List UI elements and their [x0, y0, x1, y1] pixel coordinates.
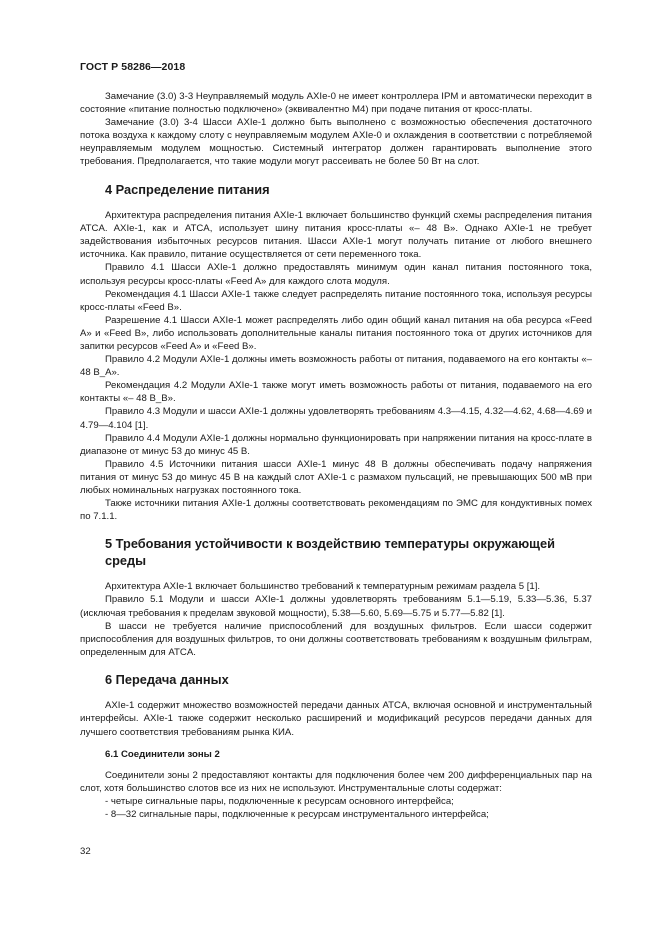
subsection-6-1-paragraph: Соединители зоны 2 предоставляют контакты для подключения более чем 200 дифференциальных пар на слот, хотя большинство слотов все из них не используют. Инструментальные слоты содержат:	[80, 769, 592, 794]
section-4-paragraph: Разрешение 4.1 Шасси AXIe-1 может распределять либо один общий канал питания на оба ресурса «Feed A» и «Feed B», либо использовать дополнительные каналы питания постоянного тока от других источников для запитки ресурсов «Feed A» и «Feed B».	[80, 314, 592, 352]
section-4-paragraph: Правило 4.3 Модули и шасси AXIe-1 должны удовлетворять требованиям 4.3—4.15, 4.32—4.62, 4.68—4.69 и 4.79—4.104 [1].	[80, 406, 592, 431]
page-content	[80, 90, 592, 821]
list-item: - 8—32 сигнальные пары, подключенные к ресурсам инструментального интерфейса;	[105, 808, 489, 820]
section-4-paragraph: Правило 4.1 Шасси AXIe-1 должно предоставлять минимум один канал питания постоянного тока, используя ресурсы кросс-платы «Feed A» для каждого слота модуля.	[80, 262, 592, 287]
section-4-paragraph: Рекомендация 4.2 Модули AXIe-1 также могут иметь возможность работы от питания, подаваемого на его контакты «– 48 B_B».	[80, 380, 592, 405]
section-4-paragraph: Правило 4.2 Модули AXIe-1 должны иметь возможность работы от питания, подаваемого на его контакты «– 48 B_A».	[80, 354, 592, 379]
section-4-paragraph: Правило 4.5 Источники питания шасси AXIe-1 минус 48 В должны обеспечивать подачу напряжения питания от минус 53 до минус 45 В на каждый слот AXIe-1 с размахом пульсаций, не превышающих 500 мВ при любых номинальных нагрузках постоянного тока.	[80, 458, 592, 497]
section-6-paragraph: AXIe-1 содержит множество возможностей передачи данных ATCA, включая основной и инструментальный интерфейсы. AXIe-1 также содержит несколько расширений и модификаций ресурсов передачи данных для лучшего соответствия требованиям рынка КИА.	[80, 700, 592, 738]
page-number: 32	[80, 846, 91, 857]
section-4-heading: 4 Распределение питания	[105, 181, 270, 197]
section-5-heading: 5 Требования устойчивости к воздействию температуры окружающей среды	[105, 536, 555, 568]
intro-paragraph: Замечание (3.0) 3-4 Шасси AXIe-1 должно быть выполнено с возможностью обеспечения достаточного потока воздуха к каждому слоту с неуправляемым модулем AXIe-0 и охлаждения в соответствии с потребляемой неуправляемым модулем мощностью. Системный интегратор должен гарантировать выполнение этого требования. Предполагается, что такие модули могут рассеивать не более 50 Вт на слот.	[80, 117, 592, 168]
section-4-paragraph: Рекомендация 4.1 Шасси AXIe-1 также следует распределять питание постоянного тока, используя ресурсы кросс-платы «Feed B».	[80, 288, 592, 313]
running-header: ГОСТ Р 58286—2018	[80, 61, 186, 73]
subsection-6-1-heading: 6.1 Соединители зоны 2	[105, 748, 220, 760]
section-6-heading: 6 Передача данных	[105, 671, 229, 687]
intro-paragraph: Замечание (3.0) 3-3 Неуправляемый модуль AXIe-0 не имеет контроллера IPM и автоматически переходит в состояние «питание полностью подключено» (эквивалентно M4) при подаче питания от кросс-платы.	[80, 91, 592, 116]
list-item: - четыре сигнальные пары, подключенные к ресурсам основного интерфейса;	[105, 795, 454, 807]
section-5-paragraph: В шасси не требуется наличие приспособлений для воздушных фильтров. Если шасси содержит приспособления для воздушных фильтров, то они должны соответствовать требованиям к воздушным фильтрам, определенным для ATCA.	[80, 620, 592, 658]
section-4-paragraph: Также источники питания AXIe-1 должны соответствовать рекомендациям по ЭМС для кондуктивных помех по 7.1.1.	[80, 498, 592, 523]
section-5-paragraph: Правило 5.1 Модули и шасси AXIe-1 должны удовлетворять требованиям 5.1—5.19, 5.33—5.36, 5.37 (исключая требования к пределам звуковой мощности), 5.38—5.60, 5.69—5.75 и 5.77—5.82 [1].	[80, 594, 592, 619]
section-5-paragraph: Архитектура AXIe-1 включает большинство требований к температурным режимам раздела 5 [1].	[105, 581, 541, 593]
section-4-paragraph: Архитектура распределения питания AXIe-1 включает большинство функций схемы распределения питания ATCA. AXIe-1, как и ATCA, использует шину питания кросс-платы «– 48 В». Однако AXIe-1 не требует задействования избыточных ресурсов питания. Шасси AXIe-1 могут получать питание от любого внешнего источника. Как правило, питание осуществляется от сети переменного тока.	[80, 210, 592, 261]
section-4-paragraph: Правило 4.4 Модули AXIe-1 должны нормально функционировать при напряжении питания на кросс-плате в диапазоне от минус 53 до минус 45 В.	[80, 432, 592, 457]
